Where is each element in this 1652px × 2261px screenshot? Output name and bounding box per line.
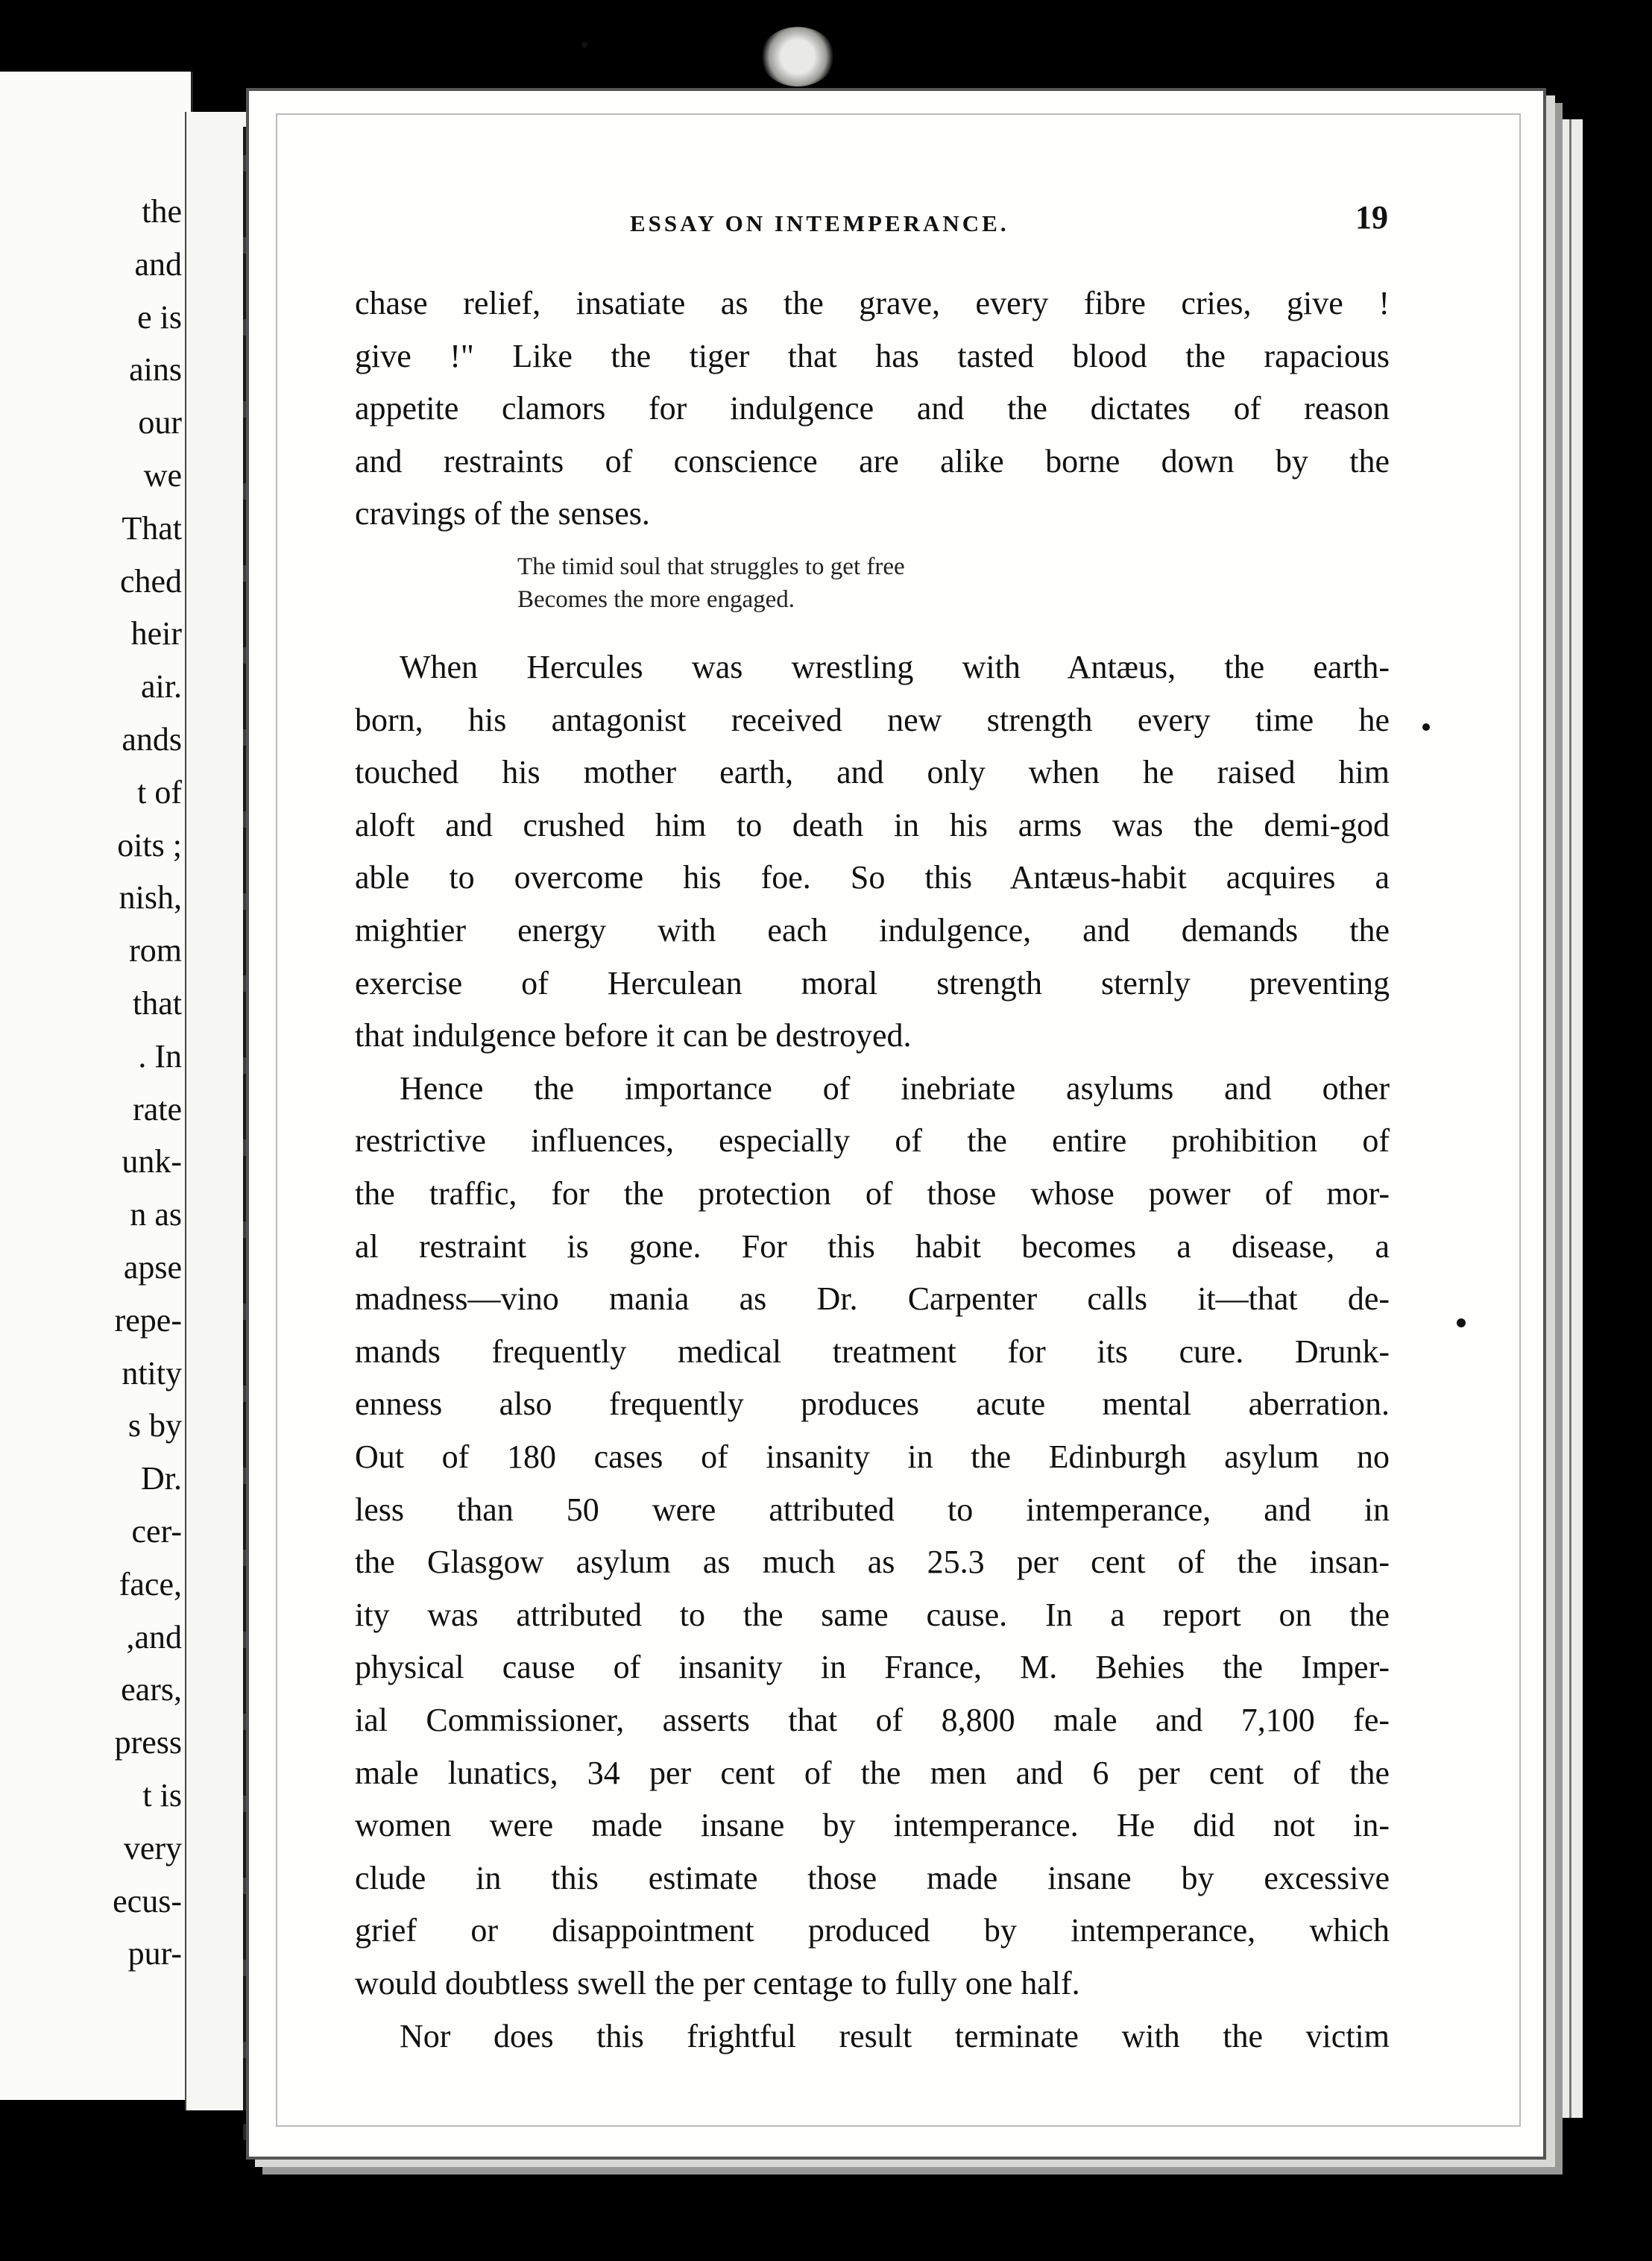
text-line: and restraints of conscience are alike borne down by the xyxy=(355,442,1390,479)
text-line: mightier energy with each indulgence, and demands the xyxy=(355,912,1390,949)
text-line: al restraint is gone. For this habit becomes a disease, a xyxy=(355,1227,1390,1265)
left-page-line-fragment: oits ; xyxy=(117,826,182,864)
text-line: aloft and crushed him to death in his arms was the demi-god xyxy=(355,806,1390,843)
left-page-line-fragment: pur- xyxy=(127,1935,182,1972)
left-page-line-fragment: ecus- xyxy=(113,1882,182,1919)
text-line: grief or disappointment produced by intemperance, which xyxy=(355,1912,1390,1949)
left-page-line-fragment: unk- xyxy=(122,1143,182,1180)
text-line: would doubtless swell the per centage to fully one half. xyxy=(355,1965,1080,2001)
text-line: madness—vino mania as Dr. Carpenter calls it—that de- xyxy=(355,1280,1390,1318)
text-line: physical cause of insanity in France, M. Behies the Imper- xyxy=(355,1649,1390,1686)
text-line: ity was attributed to the same cause. In a report on the xyxy=(355,1596,1390,1633)
left-page-line-fragment: repe- xyxy=(114,1301,182,1339)
left-page-line-fragment: n as xyxy=(130,1196,182,1233)
top-stain xyxy=(760,27,835,87)
text-line: exercise of Herculean moral strength sternly preventing xyxy=(355,964,1390,1001)
text-line: the Glasgow asylum as much as 25.3 per cent of the insan- xyxy=(355,1544,1390,1581)
left-page-line-fragment: face, xyxy=(119,1565,182,1603)
ink-speck xyxy=(581,42,587,48)
left-page-line-fragment: ears, xyxy=(121,1671,182,1708)
left-page-line-fragment: we xyxy=(143,457,182,494)
text-line: Out of 180 cases of insanity in the Edinburgh asylum no xyxy=(355,1438,1390,1475)
running-title: ESSAY ON INTEMPERANCE. xyxy=(630,210,1009,236)
text-line: women were made insane by intemperance. He did not in- xyxy=(355,1807,1390,1844)
text-line: chase relief, insatiate as the grave, every fibre cries, give ! xyxy=(355,285,1390,321)
text-line: male lunatics, 34 per cent of the men and 6 per cent of the xyxy=(355,1754,1390,1791)
left-page-line-fragment: that xyxy=(133,985,182,1022)
text-line: the traffic, for the protection of those whose power of mor- xyxy=(355,1175,1390,1212)
left-page-line-fragment: and xyxy=(134,245,182,283)
left-page-line-fragment: s by xyxy=(127,1407,182,1444)
ink-speck xyxy=(1422,723,1430,731)
left-page-line-fragment: ched xyxy=(119,562,182,600)
left-page-line-fragment: ntity xyxy=(122,1354,182,1391)
text-line: born, his antagonist received new strength every time he xyxy=(355,701,1390,738)
left-facing-page xyxy=(0,72,193,2100)
text-line: enness also frequently produces acute mental aberration. xyxy=(355,1386,1390,1423)
text-line: able to overcome his foe. So this Antæus-habit acquires a xyxy=(355,859,1390,896)
left-page-line-fragment: Dr. xyxy=(141,1460,182,1497)
text-line: When Hercules was wrestling with Antæus, the earth- xyxy=(400,649,1390,685)
left-page-line-fragment: e is xyxy=(137,298,182,336)
text-line: give !" Like the tiger that has tasted blood the rapacious xyxy=(355,337,1390,374)
quote-line: Becomes the more engaged. xyxy=(517,586,795,613)
text-line: clude in this estimate those made insane by excessive xyxy=(355,1859,1390,1896)
quote-line: The timid soul that struggles to get free xyxy=(517,553,905,580)
left-page-line-fragment: press xyxy=(114,1724,182,1761)
text-line: touched his mother earth, and only when he raised him xyxy=(355,754,1390,791)
left-page-line-fragment: t is xyxy=(142,1777,182,1814)
left-page-line-fragment: t of xyxy=(137,773,182,811)
left-page-line-fragment: very xyxy=(123,1829,182,1867)
text-line: restrictive influences, especially of the entire prohibition of xyxy=(355,1122,1390,1160)
ink-speck xyxy=(1457,1318,1466,1327)
text-line: Nor does this frightful result terminate with the victim xyxy=(400,2017,1390,2054)
text-line: cravings of the senses. xyxy=(355,495,650,532)
left-page-line-fragment: . In xyxy=(138,1037,182,1075)
left-page-line-fragment: cer- xyxy=(131,1513,182,1550)
text-line: ial Commissioner, asserts that of 8,800 male and 7,100 fe- xyxy=(355,1702,1390,1738)
left-page-line-fragment: That xyxy=(122,509,182,547)
text-line: that indulgence before it can be destroyed. xyxy=(355,1017,912,1054)
text-line: mands frequently medical treatment for its cure. Drunk- xyxy=(355,1333,1390,1370)
page-number: 19 xyxy=(1355,199,1388,236)
left-page-line-fragment: ,and xyxy=(126,1618,182,1655)
left-page-line-fragment: ands xyxy=(122,721,182,758)
text-line: Hence the importance of inebriate asylums and other xyxy=(400,1069,1390,1107)
left-page-line-fragment: nish, xyxy=(119,879,182,916)
left-page-line-fragment: apse xyxy=(123,1249,182,1286)
left-page-line-fragment: the xyxy=(142,193,182,230)
left-page-line-fragment: ains xyxy=(129,351,182,389)
left-page-line-fragment: air. xyxy=(141,668,182,705)
left-page-line-fragment: heir xyxy=(130,615,182,652)
left-page-line-fragment: rate xyxy=(133,1090,182,1128)
left-page-line-fragment: rom xyxy=(129,932,182,969)
left-page-line-fragment: our xyxy=(138,404,182,441)
text-line: appetite clamors for indulgence and the dictates of reason xyxy=(355,390,1390,427)
text-line: less than 50 were attributed to intemperance, and in xyxy=(355,1491,1390,1528)
left-page-edge xyxy=(185,112,248,2110)
